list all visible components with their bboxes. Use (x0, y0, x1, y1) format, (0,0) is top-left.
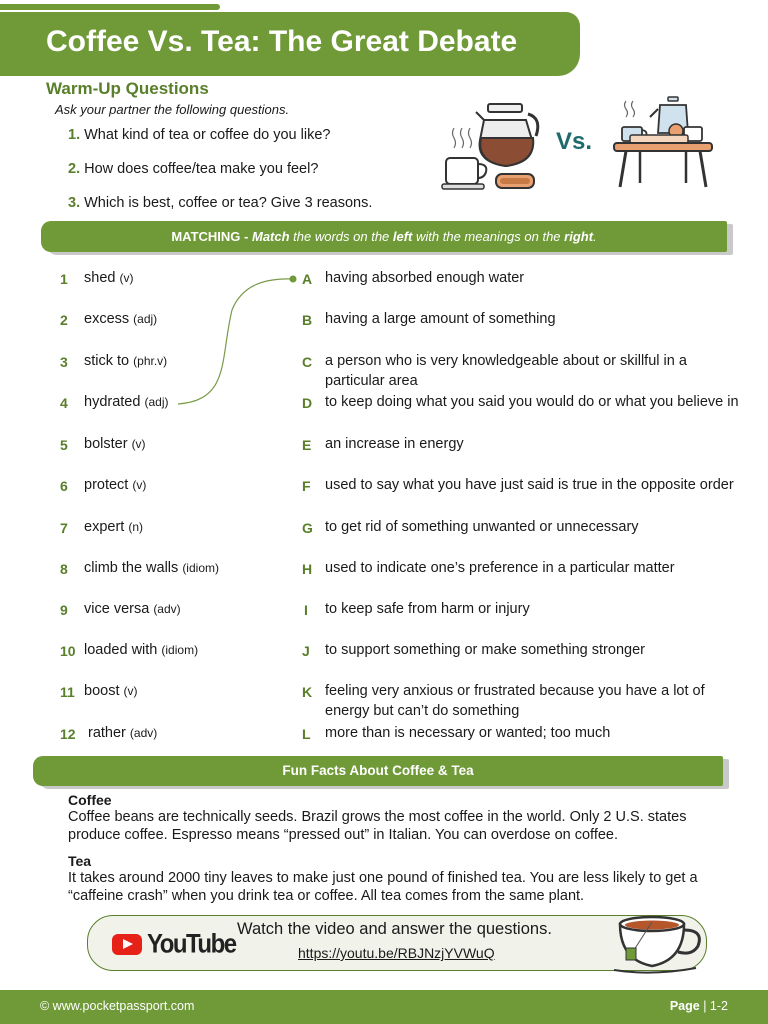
instr-match: Match (251, 229, 290, 244)
definition-letter: A (302, 271, 313, 287)
word-number: 11 (60, 684, 75, 700)
definition-letter: G (302, 520, 313, 536)
word-text: stick to (84, 353, 130, 369)
word-text: climb the walls (84, 560, 179, 576)
definition-text: to keep safe from harm or injury (325, 601, 530, 617)
definition-letter: F (302, 478, 311, 494)
definition-text: used to say what you have just said is true in the opposite order (325, 477, 734, 493)
word-item (84, 519, 143, 535)
word-pos: (v) (131, 437, 146, 451)
word-text: bolster (84, 436, 128, 452)
video-instruction: Watch the video and answer the questions. (237, 920, 552, 938)
word-number: 1 (60, 271, 68, 287)
warmup-instruction: Ask your partner the following questions. (55, 102, 290, 117)
word-text: loaded with (84, 642, 158, 658)
question-number: 2. (68, 161, 81, 177)
word-pos: (idiom) (182, 561, 219, 575)
word-text: hydrated (84, 394, 141, 410)
footer-website: © www.pocketpassport.com (40, 999, 195, 1013)
definition-text: to get rid of something unwanted or unnecessary (325, 519, 639, 535)
coffee-pot-icon (436, 100, 546, 195)
word-text: shed (84, 270, 116, 286)
word-item (84, 601, 181, 617)
word-pos: (phr.v) (133, 354, 168, 368)
example-connector-line (170, 270, 313, 411)
matching-instruction (41, 229, 727, 244)
definition-letter: D (302, 395, 313, 411)
tea-fact-text: It takes around 2000 tiny leaves to make just one pound of finished tea. You are less likely to get a “caffeine crash” when you drink tea or coffee. All tea comes from the same plant. (68, 870, 698, 904)
word-item (84, 436, 146, 452)
word-item (84, 353, 167, 369)
word-text: protect (84, 477, 129, 493)
word-number: 3 (60, 354, 68, 370)
word-pos: (v) (119, 271, 134, 285)
warmup-question (68, 161, 318, 177)
word-number: 2 (60, 312, 68, 328)
word-text: expert (84, 519, 125, 535)
word-item (84, 394, 168, 410)
page-title: Coffee Vs. Tea: The Great Debate (46, 25, 518, 58)
word-item (84, 311, 157, 327)
word-pos: (adj) (133, 312, 158, 326)
fun-facts-bar (33, 756, 723, 786)
definition-text: to keep doing what you said you would do or what you believe in (325, 394, 739, 410)
definition-text: having absorbed enough water (325, 270, 525, 286)
word-item (84, 683, 138, 699)
instr-right: right (564, 229, 594, 244)
definition-text: to support something or make something stronger (325, 642, 645, 658)
word-pos: (idiom) (161, 643, 199, 657)
definition-text: used to indicate one’s preference in a particular matter (325, 560, 675, 576)
youtube-logo-text: YouTube (147, 929, 236, 960)
word-number: 7 (60, 520, 68, 536)
word-pos: (adj) (144, 395, 169, 409)
word-item (84, 477, 146, 493)
word-number: 12 (60, 726, 76, 742)
word-item (84, 560, 219, 576)
page-label: Page (669, 999, 700, 1013)
warmup-question (68, 195, 372, 211)
definition-text: feeling very anxious or frustrated because you have a lot of energy but can’t do something (325, 683, 705, 719)
video-link[interactable]: https://youtu.be/RBJNzjYVWuQ (298, 945, 495, 961)
definition-letter: K (302, 684, 313, 700)
word-pos: (v) (123, 684, 138, 698)
question-number: 3. (68, 195, 81, 211)
definition-letter: L (302, 726, 311, 742)
coffee-fact-text: Coffee beans are technically seeds. Brazil grows the most coffee in the world. Only 2 U.S. states produce coffee. Espresso means “pressed out” in Italian. You can overdose on coffee. (68, 809, 687, 843)
word-item (84, 270, 133, 286)
instr-part: with the meanings on the (412, 229, 565, 244)
page-number: | 1-2 (699, 999, 728, 1013)
word-pos: (n) (128, 520, 144, 534)
word-text: excess (84, 311, 130, 327)
question-text: How does coffee/tea make you feel? (84, 161, 319, 177)
definition-letter: J (302, 643, 310, 659)
definition-letter: H (302, 561, 313, 577)
instr-part: . (593, 229, 597, 244)
definition-text: a person who is very knowledgeable about or skillful in a particular area (325, 353, 687, 389)
word-text: rather (88, 725, 126, 741)
word-number: 8 (60, 561, 68, 577)
definition-text: having a large amount of something (325, 311, 556, 327)
tea-table-icon (610, 95, 715, 190)
word-number: 9 (60, 602, 68, 618)
word-pos: (adv) (153, 602, 181, 616)
fun-facts-heading: Fun Facts About Coffee & Tea (282, 763, 474, 778)
definition-letter: C (302, 354, 313, 370)
matching-bar (41, 221, 727, 252)
tea-fact-heading: Tea (68, 853, 92, 869)
matching-label: MATCHING - (171, 229, 249, 244)
word-pos: (v) (132, 478, 147, 492)
warmup-question (68, 127, 330, 143)
word-number: 6 (60, 478, 68, 494)
word-number: 5 (60, 437, 68, 453)
teacup-icon (612, 910, 707, 975)
word-item (84, 642, 198, 658)
word-text: boost (84, 683, 120, 699)
question-text: Which is best, coffee or tea? Give 3 reasons. (84, 195, 373, 211)
warmup-heading: Warm-Up Questions (46, 79, 209, 98)
definition-letter: I (304, 602, 308, 618)
definition-letter: E (302, 437, 312, 453)
word-item (88, 725, 157, 741)
word-pos: (adv) (129, 726, 158, 740)
definition-text: an increase in energy (325, 436, 464, 452)
instr-part: the words on the (289, 229, 393, 244)
definition-letter: B (302, 312, 313, 328)
question-text: What kind of tea or coffee do you like? (84, 127, 331, 143)
youtube-play-icon (112, 934, 142, 955)
word-number: 4 (60, 395, 68, 411)
word-text: vice versa (84, 601, 150, 617)
vs-label: Vs. (556, 128, 593, 155)
coffee-fact-heading: Coffee (68, 792, 112, 808)
footer-page-number (670, 999, 728, 1013)
question-number: 1. (68, 127, 81, 143)
definition-text: more than is necessary or wanted; too much (325, 725, 611, 741)
word-number: 10 (60, 643, 76, 659)
instr-left: left (392, 229, 413, 244)
